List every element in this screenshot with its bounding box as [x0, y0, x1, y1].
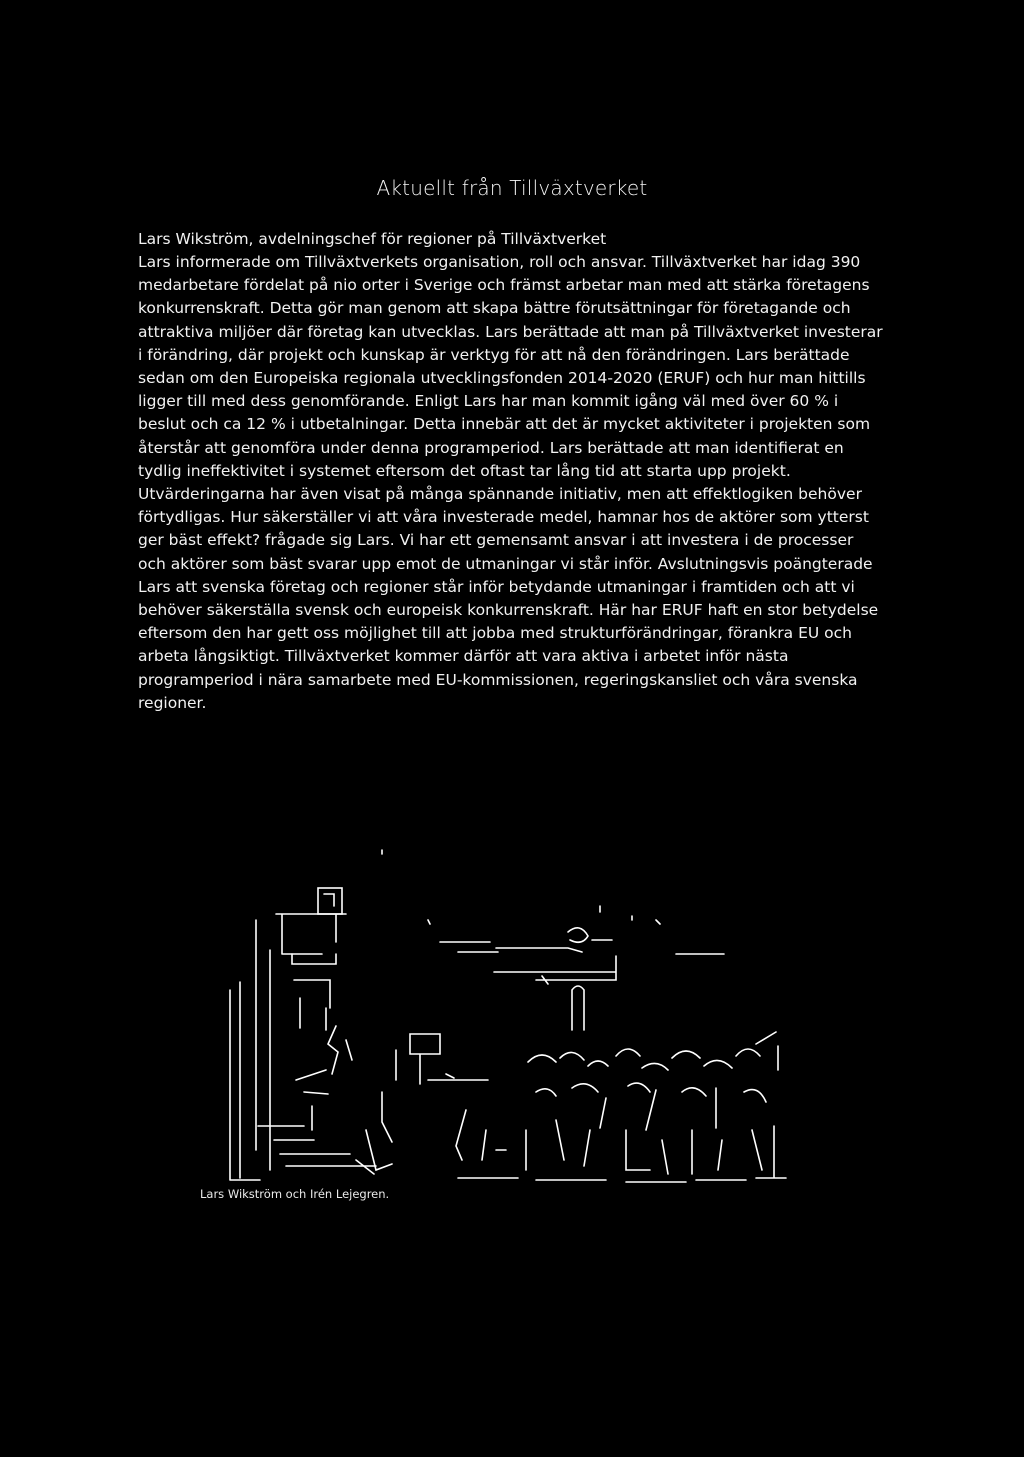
photo-figure: [196, 830, 796, 1210]
article: [138, 228, 883, 715]
article-body: Lars informerade om Tillväxtverkets organisation, roll och ansvar. Tillväxtverket har idag 390 medarbetare fördelat på nio orter i Sverige och främst arbetar man med att stärka företagens konkurrenskraft. Detta gör man genom att skapa bättre förutsättningar för företagande och attraktiva miljöer där företag kan utvecklas. Lars berättade att man på Tillväxtverket investerar i förändring, där projekt och kunskap är verktyg för att nå den förändringen. Lars berättade sedan om den Europeiska regionala utvecklingsfonden 2014-2020 (ERUF) och hur man hittills ligger till med dess genomförande. Enligt Lars har man kommit igång väl med över 60 % i beslut och ca 12 % i utbetalningar. Detta innebär att det är mycket aktiviteter i projekten som återstår att genomföra under denna programperiod. Lars berättade att man identifierat en tydlig ineffektivitet i systemet eftersom det oftast tar lång tid att starta upp projekt. Utvärderingarna har även visat på många spännande initiativ, men att effektlogiken behöver förtydligas. Hur säkerställer vi att våra investerade medel, hamnar hos de aktörer som ytterst ger bäst effekt? frågade sig Lars. Vi har ett gemensamt ansvar i att investera i de processer och aktörer som bäst svarar upp emot de utmaningar vi står inför. Avslutningsvis poängterade Lars att svenska företag och regioner står inför betydande utmaningar i framtiden och att vi behöver säkerställa svensk och europeisk konkurrenskraft. Här har ERUF haft en stor betydelse eftersom den har gett oss möjlighet till att jobba med strukturförändringar, förankra EU och arbeta långsiktigt. Tillväxtverket kommer därför att vara aktiva i arbetet inför nästa programperiod i nära samarbete med EU-kommissionen, regeringskansliet och våra svenska regioner.: [138, 253, 883, 712]
article-heading: Lars Wikström, avdelningschef för regioner på Tillväxtverket: [138, 230, 607, 248]
page-title: Aktuellt från Tillväxtverket: [376, 176, 648, 200]
conference-photo: [196, 830, 796, 1185]
photo-caption: Lars Wikström och Irén Lejegren.: [200, 1187, 390, 1201]
